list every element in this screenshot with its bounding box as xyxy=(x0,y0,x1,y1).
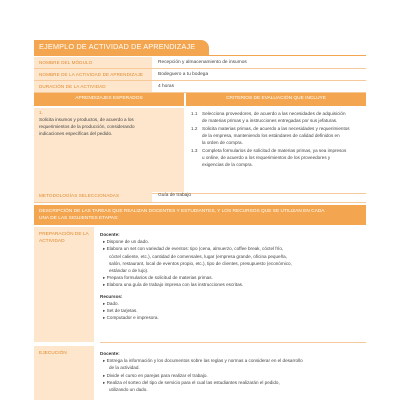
info-row-actividad xyxy=(34,69,366,81)
metodologia-row xyxy=(34,190,366,203)
modulo-label: NOMBRE DEL MÓDULO xyxy=(34,57,152,68)
actividad-label: NOMBRE DE LA ACTIVIDAD DE APRENDIZAJE xyxy=(34,69,152,80)
criterio-line: la orden de compra. xyxy=(202,140,243,146)
duracion-value: 4 horas xyxy=(158,84,174,89)
ejecucion-label: EJECUCIÓN xyxy=(34,346,94,400)
list-item: ▸ Computador e impresora. xyxy=(103,315,159,321)
criterios-list xyxy=(191,110,366,169)
metodologia-label: METODOLOGÍAS SELECCIONADAS xyxy=(34,190,152,202)
aprendizajes-header: APRENDIZAJES ESPERADOS xyxy=(34,93,184,106)
aprendizaje-text xyxy=(39,116,135,138)
preparacion-label-line: ACTIVIDAD xyxy=(39,239,65,244)
descripcion-band xyxy=(34,205,366,225)
criterio-item xyxy=(191,110,366,125)
list-item: ▸ Elabora una guía de trabajo impresa con las instrucciones escritas. xyxy=(103,282,244,288)
criteria-table xyxy=(34,93,366,194)
modulo-value: Recepción y almacenamiento de insumos xyxy=(158,60,247,65)
criterio-line: Selecciona proveedores, de acuerdo a las necesidades de adquisición xyxy=(202,111,346,116)
docente-title: Docente: xyxy=(100,351,120,356)
criterio-line: de la empresa, manteniendo los estándares de calidad definidos en xyxy=(202,133,340,139)
criterio-item xyxy=(191,125,366,147)
criterio-number: 1.2 xyxy=(191,126,198,131)
ejecucion-body xyxy=(100,350,366,393)
descripcion-section xyxy=(34,205,366,225)
list-item: ▸ Entrega la información y los documentos sobre las reglas y normas a considerar en el desarrollo de la actividad. xyxy=(103,358,303,371)
info-row-duracion xyxy=(34,81,366,93)
preparacion-section xyxy=(34,227,366,343)
preparacion-label-line: PREPARACIÓN DE LA xyxy=(39,232,89,237)
list-item: ▸ Dispone de un dado. xyxy=(103,239,149,245)
criterio-line: de materias primas y a instrucciones entregadas por sus jefaturas. xyxy=(202,118,338,124)
recursos-list xyxy=(100,300,366,322)
aprendizaje-line: Solicita insumos y productos, de acuerdo a los xyxy=(39,117,134,122)
metodologia-table xyxy=(34,190,366,203)
criterio-item xyxy=(191,147,366,169)
criterios-header: CRITERIOS DE EVALUACIÓN QUE INCLUYE xyxy=(186,93,366,106)
list-item: ▸ Dado. xyxy=(103,300,119,306)
criterio-line: exigencias de la compra. xyxy=(202,162,253,168)
divider xyxy=(100,342,366,343)
info-row-modulo xyxy=(34,57,366,69)
aprendizaje-number: 1. xyxy=(39,110,43,115)
aprendizaje-line: indicaciones específicas del pedido. xyxy=(39,131,113,137)
metodologia-value: Guía de trabajo xyxy=(158,193,192,198)
list-item: ▸ Set de tarjetas. xyxy=(103,308,138,314)
aprendizaje-cell xyxy=(34,108,184,192)
descripcion-line: UNA DE LAS SIGUIENTES ETAPAS: xyxy=(39,216,119,222)
actividad-value: Bodeguero a tu bodega xyxy=(158,72,209,77)
criterio-number: 1.3 xyxy=(191,148,198,153)
title-underline xyxy=(34,55,366,56)
criterio-line: Solicita materias primas, de acuerdo a las necesidades y requerimientos xyxy=(202,126,350,131)
info-table xyxy=(34,57,366,93)
aprendizaje-line: requerimientos de la producción, considerando xyxy=(39,124,135,130)
docente-list xyxy=(100,357,366,393)
criterio-number: 1.1 xyxy=(191,111,198,116)
list-item: ▸ Divide el curso en parejas para realizar el trabajo. xyxy=(103,372,208,378)
criterio-line: Completa formularios de solicitud de materias primas, ya sea impresos xyxy=(202,148,347,153)
page-title: EJEMPLO DE ACTIVIDAD DE APRENDIZAJE xyxy=(39,42,196,51)
recursos-title: Recursos: xyxy=(100,293,123,299)
title-banner xyxy=(34,40,209,55)
preparacion-body xyxy=(100,231,366,321)
preparacion-label xyxy=(34,227,94,342)
ejecucion-section xyxy=(34,346,366,400)
duracion-label: DURACIÓN DE LA ACTIVIDAD xyxy=(34,81,152,92)
list-item: ▸ Prepara formularios de solicitud de materias primas. xyxy=(103,275,213,281)
criterio-line: u online, de acuerdo a los requerimientos de los proveedores y xyxy=(202,155,331,161)
docente-list xyxy=(100,238,366,288)
descripcion-line: DESCRIPCIÓN DE LAS TAREAS QUE REALIZAN DOCENTES Y ESTUDIANTES, Y LOS RECURSOS QUE SE UTILIZAN EN CADA xyxy=(39,209,325,214)
list-item: ▸ Elabora un set con variedad de eventos: tipo (cena, almuerzo, coffee break, cóctel frío, cóctel caliente, etc.), cantidad de comensales, lugar (empresa grande, oficina pequeña, salón, restaurant, local de eventos propio, etc.), tipo de clientes, presupuesto (económico, estándar o de lujo). xyxy=(103,246,292,274)
list-item: ▸ Realiza el sorteo del tipo de servicio para el cual las estudiantes realizarán el pedido, utilizando un dado. xyxy=(103,379,280,393)
docente-title: Docente: xyxy=(100,232,120,237)
